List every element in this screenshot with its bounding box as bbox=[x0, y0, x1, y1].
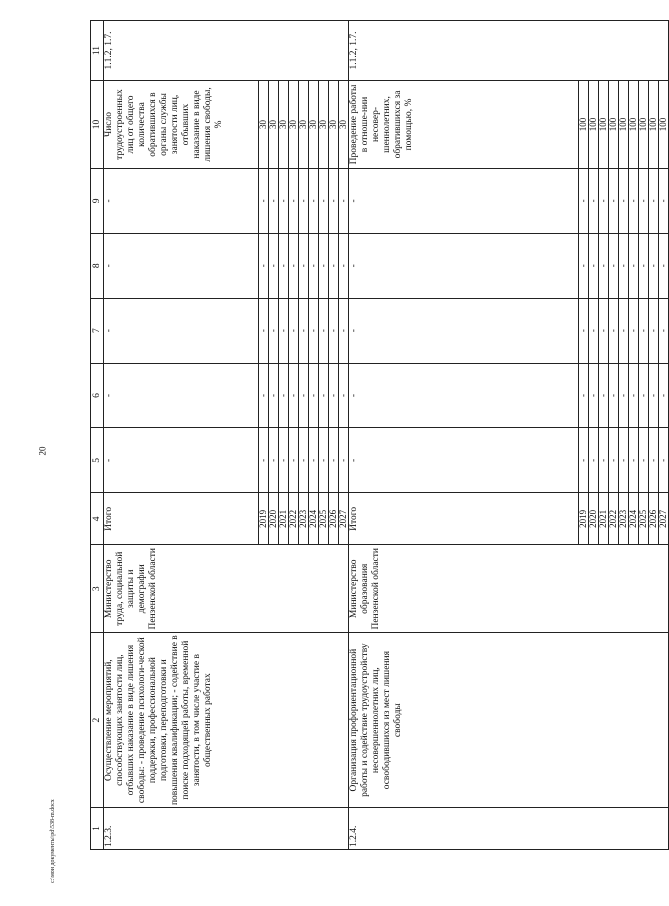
year-finance-value: - bbox=[269, 298, 279, 363]
year-finance-value: - bbox=[319, 428, 329, 493]
year-finance-value: - bbox=[609, 298, 619, 363]
year-finance-value: - bbox=[639, 428, 649, 493]
finance-total-value: - bbox=[349, 233, 579, 298]
activity-code: 1.2.4. bbox=[349, 808, 669, 850]
indicator-value: 30 bbox=[259, 81, 269, 169]
column-number: 8 bbox=[91, 233, 104, 298]
indicator-value: 30 bbox=[299, 81, 309, 169]
year-label: 2020 bbox=[269, 493, 279, 545]
finance-total-value: - bbox=[349, 363, 579, 428]
year-finance-value: - bbox=[339, 363, 349, 428]
year-finance-value: - bbox=[329, 233, 339, 298]
year-finance-value: - bbox=[309, 233, 319, 298]
year-label: 2021 bbox=[279, 493, 289, 545]
year-finance-value: - bbox=[279, 168, 289, 233]
year-label: 2024 bbox=[629, 493, 639, 545]
column-number: 1 bbox=[91, 808, 104, 850]
indicator-value: 100 bbox=[609, 81, 619, 169]
rotated-table-stage bbox=[90, 20, 668, 880]
year-finance-value: - bbox=[629, 363, 639, 428]
indicator-value: 100 bbox=[629, 81, 639, 169]
year-finance-value: - bbox=[269, 168, 279, 233]
year-finance-value: - bbox=[339, 233, 349, 298]
year-finance-value: - bbox=[299, 363, 309, 428]
year-finance-value: - bbox=[579, 363, 589, 428]
activity-total-row bbox=[349, 21, 579, 850]
column-number: 7 bbox=[91, 298, 104, 363]
year-label: 2023 bbox=[619, 493, 629, 545]
year-finance-value: - bbox=[629, 233, 639, 298]
year-finance-value: - bbox=[609, 363, 619, 428]
indicator-value: 30 bbox=[329, 81, 339, 169]
year-finance-value: - bbox=[329, 428, 339, 493]
year-finance-value: - bbox=[309, 168, 319, 233]
year-finance-value: - bbox=[269, 233, 279, 298]
indicator-value: 30 bbox=[279, 81, 289, 169]
year-finance-value: - bbox=[609, 428, 619, 493]
column-number: 4 bbox=[91, 493, 104, 545]
year-finance-value: - bbox=[639, 363, 649, 428]
year-finance-value: - bbox=[269, 428, 279, 493]
year-finance-value: - bbox=[659, 428, 669, 493]
indicator-value: 100 bbox=[589, 81, 599, 169]
year-finance-value: - bbox=[599, 428, 609, 493]
year-finance-value: - bbox=[619, 363, 629, 428]
year-finance-value: - bbox=[289, 428, 299, 493]
year-finance-value: - bbox=[629, 168, 639, 233]
year-label: 2022 bbox=[609, 493, 619, 545]
year-finance-value: - bbox=[299, 168, 309, 233]
year-finance-value: - bbox=[629, 428, 639, 493]
activity-description: Организация профориентационной работы и содействие трудоустройству несовершеннолетних лиц, освободившихся из мест лишения свободы bbox=[349, 633, 669, 808]
year-label: 2023 bbox=[299, 493, 309, 545]
finance-total-value: - bbox=[104, 298, 259, 363]
year-finance-value: - bbox=[319, 298, 329, 363]
finance-total-value: - bbox=[349, 168, 579, 233]
column-number: 5 bbox=[91, 428, 104, 493]
finance-total-value: - bbox=[104, 428, 259, 493]
year-finance-value: - bbox=[279, 428, 289, 493]
year-label: 2019 bbox=[259, 493, 269, 545]
year-label: 2027 bbox=[339, 493, 349, 545]
related-results: 1.1.2, 1.7. bbox=[349, 21, 669, 81]
year-finance-value: - bbox=[619, 233, 629, 298]
year-label: 2026 bbox=[329, 493, 339, 545]
indicator-description: Проведение работы в отноше-нии несовер-шеннолетних, обратившихся за помощью, % bbox=[349, 81, 579, 169]
year-finance-value: - bbox=[319, 233, 329, 298]
program-activities-table bbox=[90, 20, 669, 850]
year-finance-value: - bbox=[659, 298, 669, 363]
year-finance-value: - bbox=[639, 233, 649, 298]
column-number: 10 bbox=[91, 81, 104, 169]
year-finance-value: - bbox=[299, 298, 309, 363]
year-finance-value: - bbox=[609, 233, 619, 298]
year-finance-value: - bbox=[259, 363, 269, 428]
finance-total-value: - bbox=[104, 363, 259, 428]
year-finance-value: - bbox=[589, 363, 599, 428]
year-finance-value: - bbox=[599, 363, 609, 428]
column-number: 3 bbox=[91, 545, 104, 633]
year-finance-value: - bbox=[599, 168, 609, 233]
finance-total-value: - bbox=[104, 168, 259, 233]
year-label: 2024 bbox=[309, 493, 319, 545]
year-label: 2027 bbox=[659, 493, 669, 545]
year-finance-value: - bbox=[659, 233, 669, 298]
year-finance-value: - bbox=[259, 298, 269, 363]
year-finance-value: - bbox=[649, 233, 659, 298]
column-number-row bbox=[91, 21, 104, 850]
column-number: 6 bbox=[91, 363, 104, 428]
indicator-value: 100 bbox=[649, 81, 659, 169]
year-finance-value: - bbox=[339, 298, 349, 363]
year-label: 2019 bbox=[579, 493, 589, 545]
year-finance-value: - bbox=[579, 298, 589, 363]
year-finance-value: - bbox=[649, 168, 659, 233]
file-path-footer: c:\мои документы\pd\538-m.docx bbox=[50, 799, 56, 883]
year-finance-value: - bbox=[309, 298, 319, 363]
indicator-description: Число трудоустроенных лиц от общего количества обратившихся в органы службы занятости лиц, отбывших наказание в виде лишения свободы, % bbox=[104, 81, 259, 169]
year-finance-value: - bbox=[579, 168, 589, 233]
executor: Министерство труда, социальной защиты и демографии Пензенской области bbox=[104, 545, 349, 633]
indicator-value: 100 bbox=[639, 81, 649, 169]
year-finance-value: - bbox=[299, 428, 309, 493]
year-finance-value: - bbox=[299, 233, 309, 298]
indicator-value: 100 bbox=[579, 81, 589, 169]
year-finance-value: - bbox=[659, 363, 669, 428]
indicator-value: 30 bbox=[309, 81, 319, 169]
year-finance-value: - bbox=[339, 168, 349, 233]
year-label: 2021 bbox=[599, 493, 609, 545]
year-finance-value: - bbox=[639, 298, 649, 363]
year-finance-value: - bbox=[329, 363, 339, 428]
executor: Министерство образования Пензенской области bbox=[349, 545, 669, 633]
year-finance-value: - bbox=[579, 233, 589, 298]
finance-total-value: - bbox=[104, 233, 259, 298]
page-number: 20 bbox=[37, 446, 48, 456]
year-finance-value: - bbox=[309, 363, 319, 428]
rotated-content bbox=[90, 20, 668, 880]
year-finance-value: - bbox=[329, 168, 339, 233]
indicator-value: 30 bbox=[289, 81, 299, 169]
year-finance-value: - bbox=[319, 363, 329, 428]
column-number: 9 bbox=[91, 168, 104, 233]
indicator-value: 100 bbox=[619, 81, 629, 169]
indicator-value: 100 bbox=[659, 81, 669, 169]
year-finance-value: - bbox=[259, 233, 269, 298]
period-total-label: Итого bbox=[349, 493, 579, 545]
activity-total-row bbox=[104, 21, 259, 850]
year-finance-value: - bbox=[309, 428, 319, 493]
year-finance-value: - bbox=[649, 428, 659, 493]
year-label: 2025 bbox=[639, 493, 649, 545]
activity-code: 1.2.3. bbox=[104, 808, 349, 850]
year-finance-value: - bbox=[319, 168, 329, 233]
year-finance-value: - bbox=[259, 428, 269, 493]
year-finance-value: - bbox=[589, 428, 599, 493]
year-finance-value: - bbox=[659, 168, 669, 233]
finance-total-value: - bbox=[349, 428, 579, 493]
year-finance-value: - bbox=[619, 168, 629, 233]
year-finance-value: - bbox=[599, 233, 609, 298]
year-finance-value: - bbox=[609, 168, 619, 233]
year-finance-value: - bbox=[589, 298, 599, 363]
year-finance-value: - bbox=[639, 168, 649, 233]
finance-total-value: - bbox=[349, 298, 579, 363]
year-finance-value: - bbox=[589, 168, 599, 233]
year-finance-value: - bbox=[279, 233, 289, 298]
related-results: 1.1.2, 1.7. bbox=[104, 21, 349, 81]
period-total-label: Итого bbox=[104, 493, 259, 545]
year-finance-value: - bbox=[649, 298, 659, 363]
year-label: 2025 bbox=[319, 493, 329, 545]
year-finance-value: - bbox=[289, 363, 299, 428]
activity-description: Осуществление мероприятий, способствующих занятости лиц, отбывших наказание в виде лишения свободы: - проведение психологи-ческой поддержки, профессиональной подготовки, переподготовки и повышения квалификации; - содействие в поиске подходящей работы, временной занятости, в том числе участие в общественных работах bbox=[104, 633, 349, 808]
column-number: 11 bbox=[91, 21, 104, 81]
year-label: 2022 bbox=[289, 493, 299, 545]
indicator-value: 30 bbox=[269, 81, 279, 169]
year-finance-value: - bbox=[269, 363, 279, 428]
year-finance-value: - bbox=[339, 428, 349, 493]
indicator-value: 100 bbox=[599, 81, 609, 169]
year-finance-value: - bbox=[579, 428, 589, 493]
year-finance-value: - bbox=[599, 298, 609, 363]
year-finance-value: - bbox=[259, 168, 269, 233]
year-finance-value: - bbox=[279, 298, 289, 363]
indicator-value: 30 bbox=[339, 81, 349, 169]
year-finance-value: - bbox=[629, 298, 639, 363]
column-number: 2 bbox=[91, 633, 104, 808]
year-finance-value: - bbox=[289, 233, 299, 298]
year-finance-value: - bbox=[329, 298, 339, 363]
year-finance-value: - bbox=[589, 233, 599, 298]
year-finance-value: - bbox=[289, 168, 299, 233]
indicator-value: 30 bbox=[319, 81, 329, 169]
year-finance-value: - bbox=[619, 298, 629, 363]
year-finance-value: - bbox=[619, 428, 629, 493]
year-finance-value: - bbox=[279, 363, 289, 428]
year-finance-value: - bbox=[649, 363, 659, 428]
year-finance-value: - bbox=[289, 298, 299, 363]
year-label: 2026 bbox=[649, 493, 659, 545]
year-label: 2020 bbox=[589, 493, 599, 545]
